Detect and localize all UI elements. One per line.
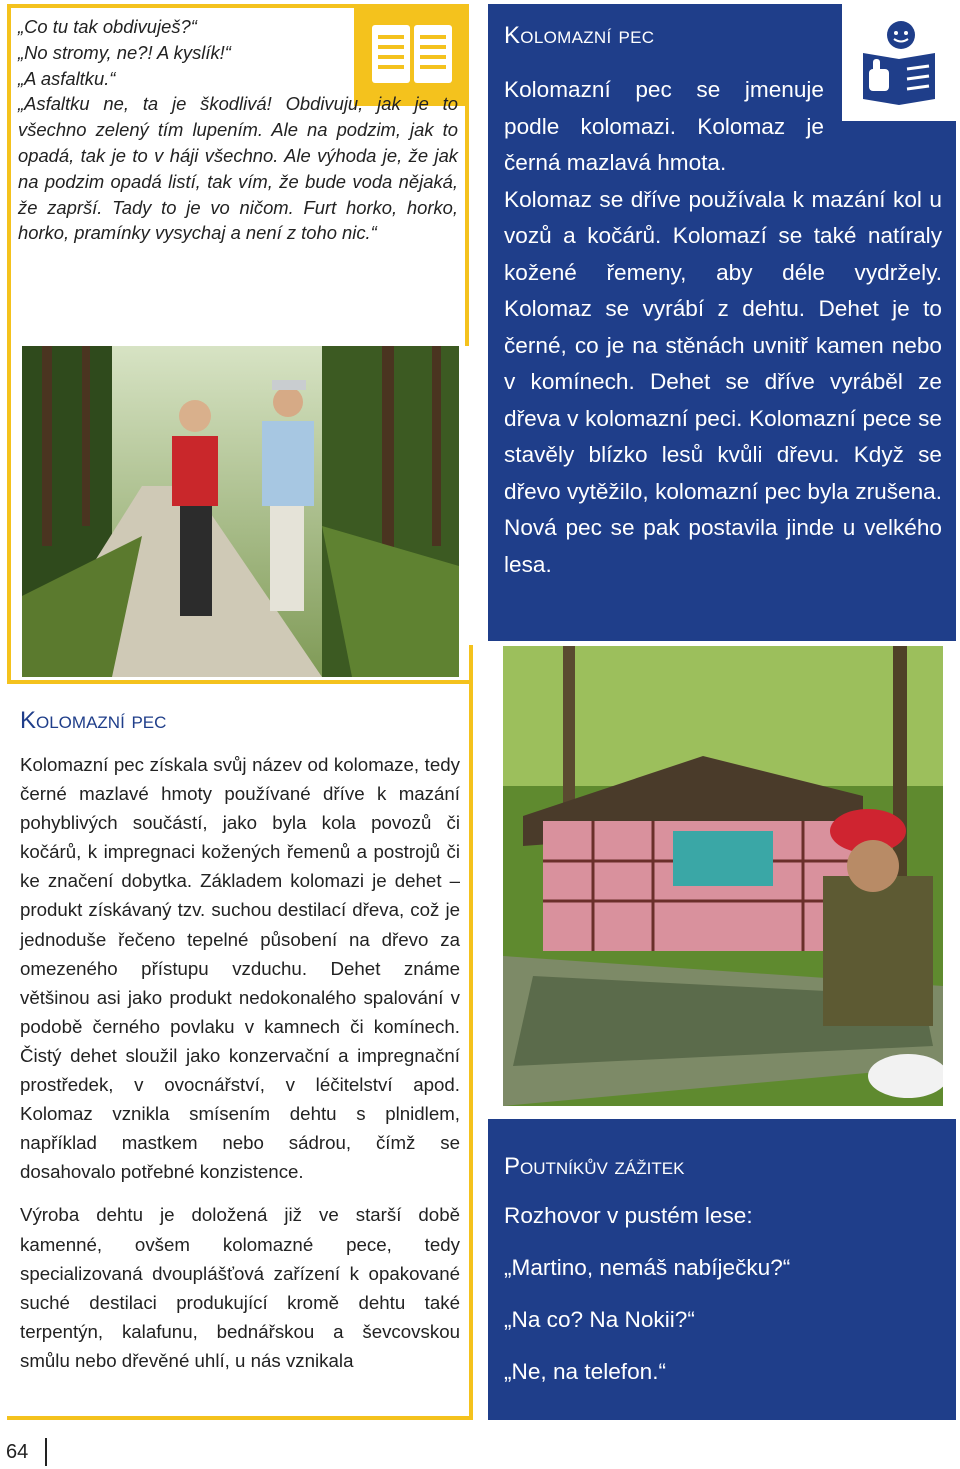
dialogue-line: „No stromy, ne?! A kyslík!“ [18, 41, 231, 63]
dialogue-line: „Asfaltku ne, ta je škodlivá! Obdivuju, jak je to všechno zelený tím lupením. Ale na podzim, jak to opadá, tak je to v háji všechno. Ale výhoda je, že jak na podzim opadá listí, tak vím, že bude voda nějaká, že zaprší. Tady to je vo ničom. Furt horko, horko, horko, pramínky vysychaj a není z toho nic.“ [18, 93, 458, 244]
easy-read-title: Kolomazní pec [504, 22, 655, 49]
experience-line: „Martino, nemáš nabíječku?“ [504, 1255, 791, 1280]
experience-line: „Ne, na telefon.“ [504, 1359, 667, 1384]
dialogue-line: „Co tu tak obdivuješ?“ [18, 16, 197, 37]
easy-read-panel [488, 4, 956, 641]
easy-read-body: Kolomaz se dříve používala k mazání kol u vozů a kočárů. Kolomazí se také natíraly kožené řemeny, aby déle vydržely. Kolomaz se vyrábí z dehtu. Dehet je to černé, co je na stěnách uvnitř kamen nebo v komínech. Dehet se dříve vyráběl ze dřeva v kolomazní peci. Kolomazní pece se stavěly blízko lesů kvůli dřevu. Když se dřevo vytěžilo, kolomazní pec byla zrušena. Nová pec se pak postavila jinde u velkého lesa. [504, 186, 942, 577]
experience-title: Poutníkův zážitek [504, 1153, 685, 1180]
forest-hut-photo [503, 646, 943, 1106]
article-paragraph: Kolomazní pec získala svůj název od kolomaze, tedy černé mazlavé hmoty používané dříve k mazání pohyblivých součástí, jako byla kola povozů či kočárů, k impregnaci kožených řemenů a postrojů či ke značení dobytka. Základem kolomazi je dehet – produkt získávaný tzv. suchou destilací dřeva, což je jednoduše řečeno tepelné působení na dřevo za omezeného přístupu vzduchu. Dehet známe většinou asi jako produkt nedokonalého spalování v podobě černého povlaku v kamnech či komínech. Čistý dehet sloužil jako konzervační a impregnační prostředek, v ovocnářství, v léčitelství apod. Kolomaz vznikla smísením dehtu s plnidlem, například mastkem nebo sádrou, čímž se dosahovalo potřebné konzistence. [20, 754, 460, 1183]
article-title: Kolomazní pec [20, 707, 167, 734]
experience-line: „Na co? Na Nokii?“ [504, 1307, 695, 1332]
easy-read-intro: Kolomazní pec se jmenuje podle kolomazi. Kolomaz je černá mazlavá hmota. [504, 77, 824, 175]
page-number-divider [45, 1438, 47, 1466]
article-paragraph: Výroba dehtu je doložená již ve starší době kamenné, ovšem kolomazné pece, tedy specializovaná dvouplášťová zařízení k opakované suché destilaci produkující kromě dehtu také terpentýn, kalafunu, bednářskou a ševcovskou smůlu nebo dřevěné uhlí, u nás vznikala [20, 1204, 460, 1371]
hikers-photo [22, 346, 459, 677]
page-number: 64 [6, 1441, 29, 1463]
experience-text [504, 1203, 944, 1411]
easy-read-text [504, 72, 942, 583]
dialogue-line: „A asfaltku.“ [18, 67, 116, 89]
experience-panel [488, 1119, 956, 1420]
dialogue-text [18, 14, 458, 246]
article-body [20, 750, 460, 1389]
experience-line: Rozhovor v pustém lese: [504, 1203, 753, 1228]
